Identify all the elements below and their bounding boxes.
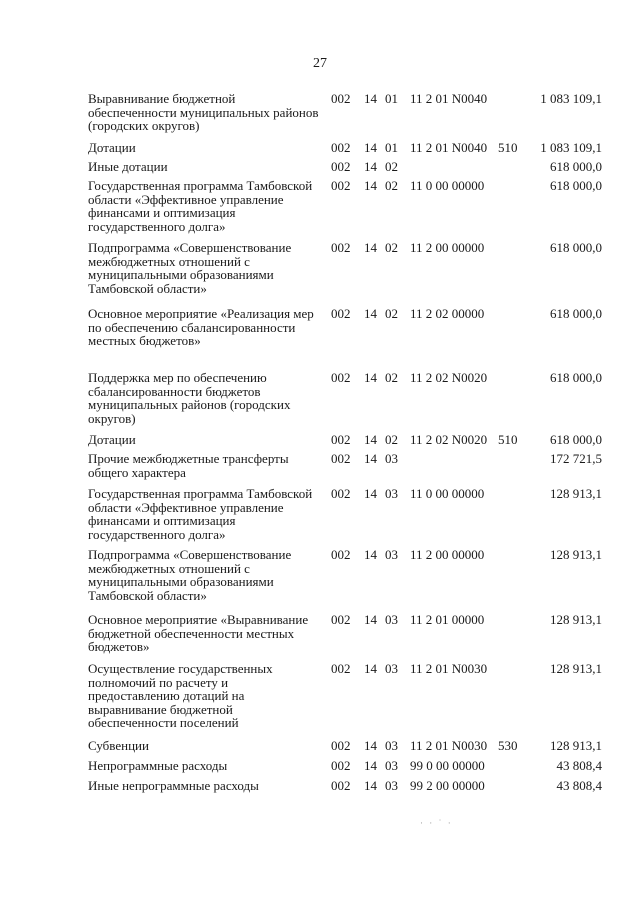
section-code: 14 [364,159,377,174]
row-name: Непрограммные расходы [88,758,228,773]
amount: 618 000,0 [550,240,602,255]
row-name: Государственная программа Тамбовской области «Эффективное управление финансами и оптимизация государственного долга» [88,486,313,542]
subsection-code: 03 [385,612,398,627]
subsection-code: 02 [385,159,398,174]
subsection-code: 02 [385,432,398,447]
target-article-code: 99 0 00 00000 [410,758,485,773]
target-article-code: 11 2 01 N0030 [410,738,488,753]
row-name: Осуществление государственных полномочий по расчету и предоставлению дотаций на выравнивание бюджетной обеспеченности поселений [88,661,273,731]
target-article-code: 11 0 00 00000 [410,486,485,501]
grbs-code: 002 [331,306,351,321]
grbs-code: 002 [331,91,351,106]
grbs-code: 002 [331,758,351,773]
section-code: 14 [364,486,377,501]
row-name: Субвенции [88,738,149,753]
subsection-code: 03 [385,661,398,676]
target-article-code: 11 2 02 N0020 [410,370,488,385]
grbs-code: 002 [331,159,351,174]
section-code: 14 [364,370,377,385]
row-name: Прочие межбюджетные трансферты общего характера [88,451,289,480]
grbs-code: 002 [331,778,351,793]
amount: 618 000,0 [550,306,602,321]
target-article-code: 11 2 00 00000 [410,547,485,562]
grbs-code: 002 [331,178,351,193]
target-article-code: 11 2 02 00000 [410,306,485,321]
subsection-code: 03 [385,451,398,466]
section-code: 14 [364,91,377,106]
row-name: Выравнивание бюджетной обеспеченности муниципальных районов (городских округов) [88,91,319,134]
scan-artifact: · · ˙ · [420,818,453,828]
amount: 128 913,1 [550,661,602,676]
page-number: 27 [313,56,327,71]
amount: 128 913,1 [550,738,602,753]
section-code: 14 [364,778,377,793]
amount: 618 000,0 [550,370,602,385]
grbs-code: 002 [331,738,351,753]
subsection-code: 03 [385,778,398,793]
row-name: Основное мероприятие «Реализация мер по обеспечению сбалансированности местных бюджетов» [88,306,314,349]
section-code: 14 [364,738,377,753]
subsection-code: 01 [385,91,398,106]
subsection-code: 02 [385,306,398,321]
section-code: 14 [364,758,377,773]
subsection-code: 02 [385,178,398,193]
row-name: Подпрограмма «Совершенствование межбюджетных отношений с муниципальными образованиями Тамбовской области» [88,547,292,603]
section-code: 14 [364,240,377,255]
section-code: 14 [364,451,377,466]
amount: 618 000,0 [550,159,602,174]
row-name: Дотации [88,432,136,447]
subsection-code: 02 [385,240,398,255]
amount: 172 721,5 [550,451,602,466]
amount: 43 808,4 [556,758,602,773]
target-article-code: 99 2 00 00000 [410,778,485,793]
subsection-code: 02 [385,370,398,385]
row-name: Иные дотации [88,159,168,174]
target-article-code: 11 2 01 N0030 [410,661,488,676]
section-code: 14 [364,140,377,155]
section-code: 14 [364,612,377,627]
subsection-code: 03 [385,547,398,562]
subsection-code: 03 [385,738,398,753]
target-article-code: 11 2 01 N0040 [410,140,488,155]
expense-type-code: 530 [498,738,518,753]
amount: 43 808,4 [556,778,602,793]
grbs-code: 002 [331,547,351,562]
grbs-code: 002 [331,612,351,627]
row-name: Государственная программа Тамбовской области «Эффективное управление финансами и оптимизация государственного долга» [88,178,313,234]
row-name: Поддержка мер по обеспечению сбалансированности бюджетов муниципальных районов (городских округов) [88,370,291,426]
subsection-code: 03 [385,486,398,501]
row-name: Дотации [88,140,136,155]
amount: 1 083 109,1 [540,91,602,106]
amount: 128 913,1 [550,547,602,562]
expense-type-code: 510 [498,432,518,447]
section-code: 14 [364,432,377,447]
subsection-code: 01 [385,140,398,155]
target-article-code: 11 2 02 N0020 [410,432,488,447]
section-code: 14 [364,178,377,193]
amount: 1 083 109,1 [540,140,602,155]
section-code: 14 [364,306,377,321]
grbs-code: 002 [331,486,351,501]
row-name: Иные непрограммные расходы [88,778,259,793]
grbs-code: 002 [331,451,351,466]
section-code: 14 [364,661,377,676]
section-code: 14 [364,547,377,562]
grbs-code: 002 [331,140,351,155]
target-article-code: 11 2 00 00000 [410,240,485,255]
amount: 128 913,1 [550,486,602,501]
expense-type-code: 510 [498,140,518,155]
amount: 618 000,0 [550,432,602,447]
row-name: Подпрограмма «Совершенствование межбюджетных отношений с муниципальными образованиями Тамбовской области» [88,240,292,296]
target-article-code: 11 2 01 00000 [410,612,485,627]
row-name: Основное мероприятие «Выравнивание бюджетной обеспеченности местных бюджетов» [88,612,309,655]
grbs-code: 002 [331,240,351,255]
target-article-code: 11 2 01 N0040 [410,91,488,106]
subsection-code: 03 [385,758,398,773]
grbs-code: 002 [331,432,351,447]
amount: 128 913,1 [550,612,602,627]
grbs-code: 002 [331,661,351,676]
target-article-code: 11 0 00 00000 [410,178,485,193]
amount: 618 000,0 [550,178,602,193]
grbs-code: 002 [331,370,351,385]
